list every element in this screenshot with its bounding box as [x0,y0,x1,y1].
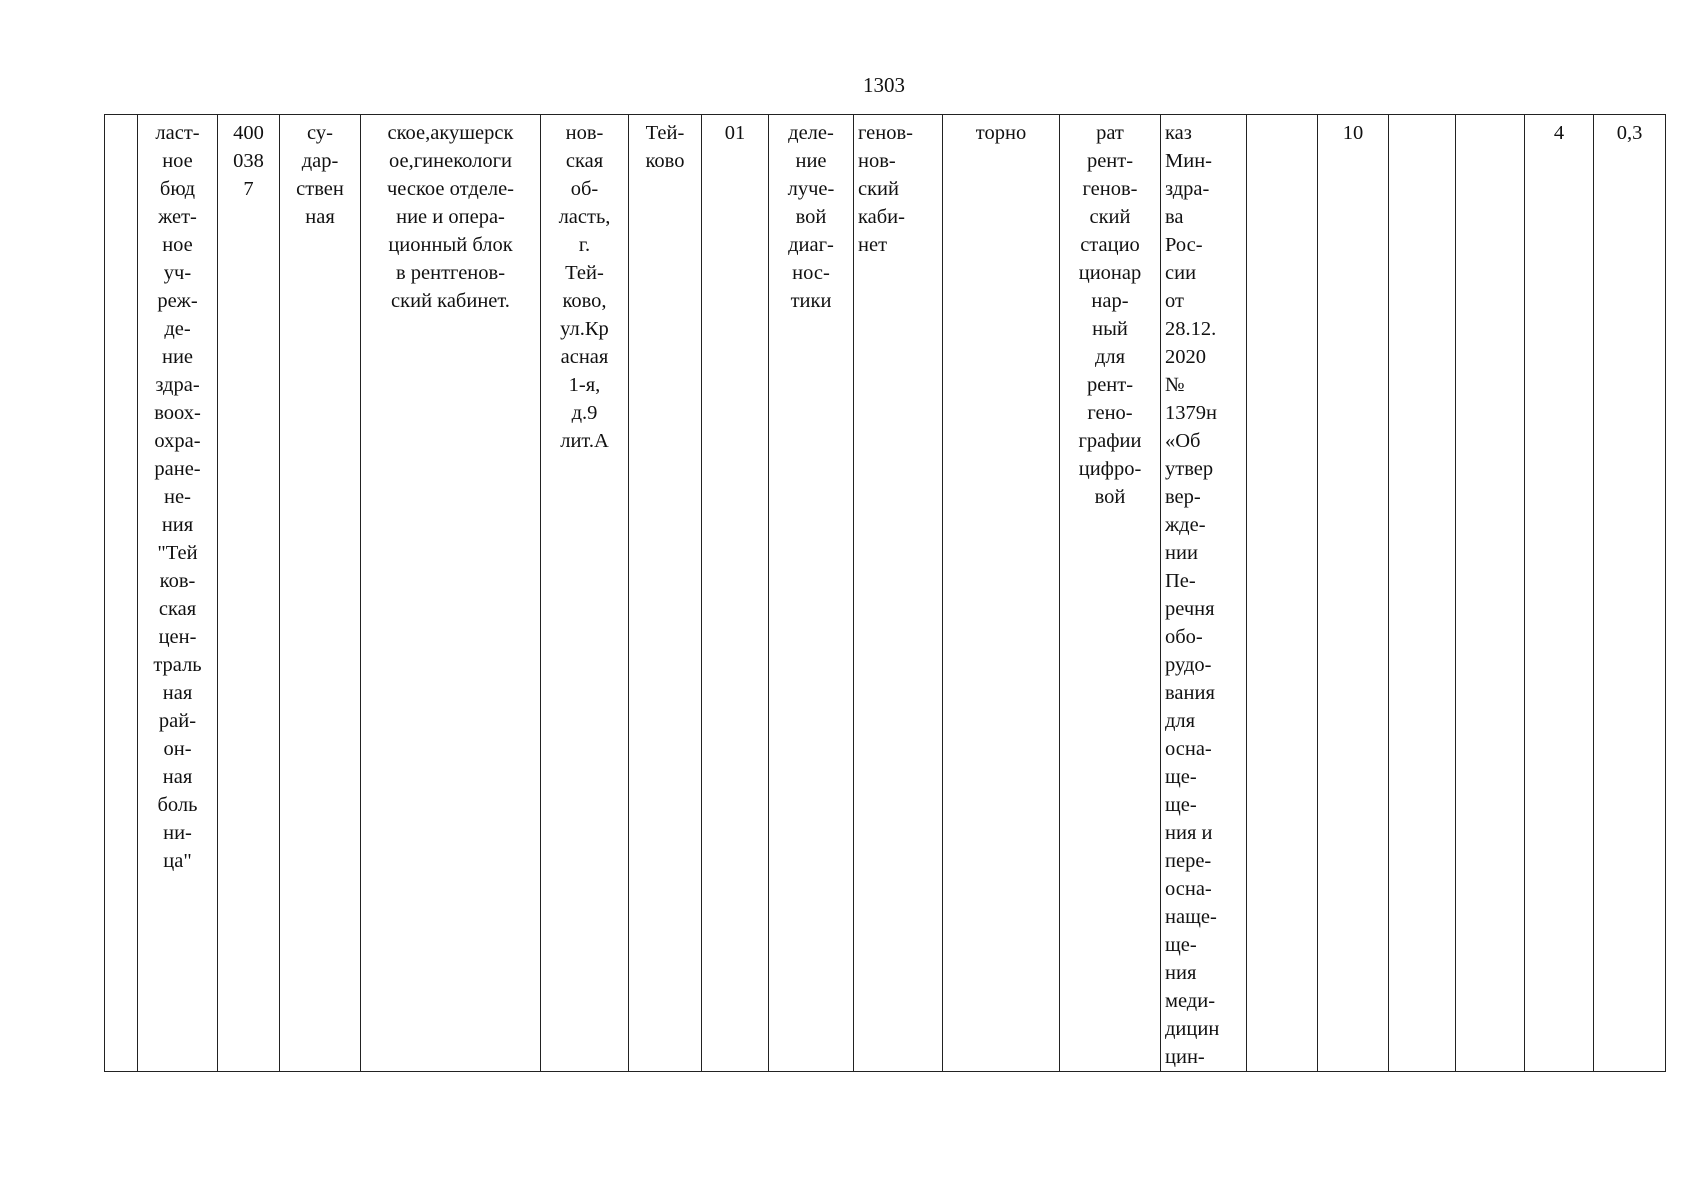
cell-cabinet: генов- нов- ский каби- нет [854,115,943,1072]
cell-organization-name: ласт- ное бюд жет- ное уч- реж- де- ние здра- воох- охра- ране- не- ния "Тей ков- ская цен- траль ная рай- он- ная боль ни- ца" [138,115,218,1072]
cell-equipment: рат рент- генов- ский стацио ционар нар- ный для рент- гено- графии цифро- вой [1060,115,1161,1072]
cell-value-4: 4 [1525,115,1594,1072]
cell-empty-16 [1389,115,1456,1072]
cell-empty-17 [1456,115,1525,1072]
cell-code: 400 038 7 [218,115,280,1072]
cell-address: нов- ская об- ласть, г. Тей- ково, ул.Кр асная 1-я, д.9 лит.А [541,115,629,1072]
table-row [105,115,1666,1072]
cell-value-0-3: 0,3 [1594,115,1666,1072]
cell-regulation: каз Мин- здра- ва Рос- сии от 28.12. 2020 № 1379н «Об утвер вер- жде- нии Пе- речня обо- рудо- вания для осна- ще- ще- ния и пере- осна- наще- ще- ния меди- дицин цин- [1161,115,1247,1072]
cell-department-description: ское,акушерск ое,гинекологи ческое отделе- ние и опера- ционный блок в рентгенов- ский кабинет. [361,115,541,1072]
cell-code-01: 01 [702,115,769,1072]
cell-city: Тей- ково [629,115,702,1072]
page-number: 1303 [863,73,905,97]
cell-quantity: 10 [1318,115,1389,1072]
cell-row-number [105,115,138,1072]
document-table [104,114,1666,1072]
cell-department: деле- ние луче- вой диаг- нос- тики [769,115,854,1072]
cell-ownership: су- дар- ствен ная [280,115,361,1072]
cell-empty-14 [1247,115,1318,1072]
cell-type: торно [943,115,1060,1072]
